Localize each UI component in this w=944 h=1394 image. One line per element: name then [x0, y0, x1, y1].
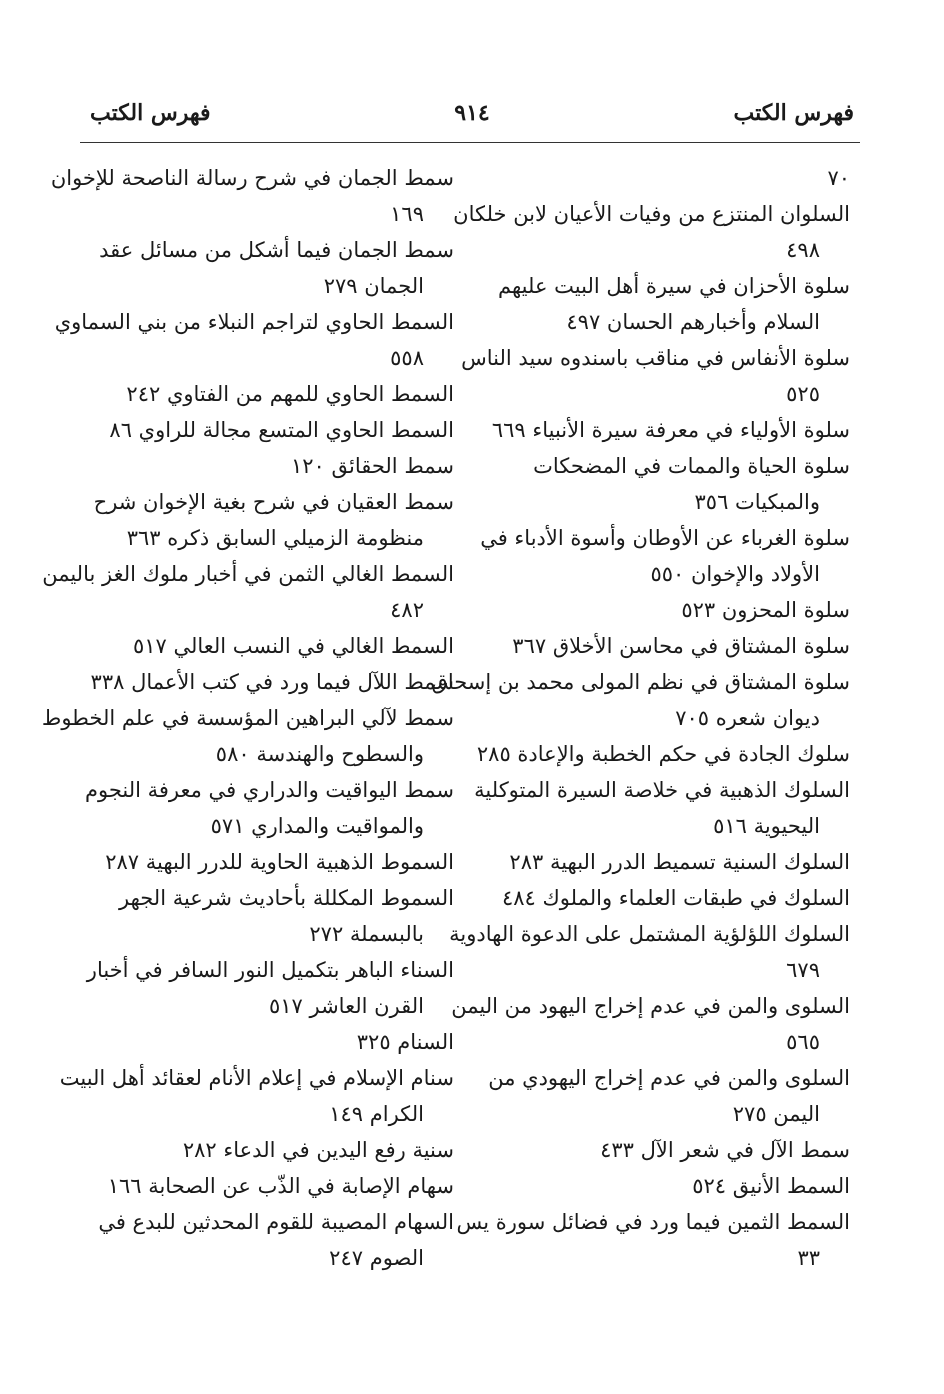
index-entry	[480, 160, 850, 196]
entry-continuation: ٥٦٥	[786, 1030, 820, 1054]
entry-title: سمط لآلي البراهين المؤسسة في علم الخطوط	[41, 706, 454, 730]
entry-title: السمط الغالي الثمن في أخبار ملوك الغز باليمن	[42, 562, 454, 586]
running-title-right: فهرس الكتب	[733, 100, 854, 126]
entry-continuation: ٤٨٢	[390, 598, 424, 622]
index-entry	[82, 952, 454, 1024]
entry-title: السنام ٣٢٥	[356, 1030, 454, 1054]
entry-title: سلوة الأحزان في سيرة أهل البيت عليهم	[498, 274, 850, 298]
index-entry	[480, 592, 850, 628]
entry-continuation: ٥٥٨	[390, 346, 424, 370]
entry-title: السلوك الذهبية في خلاصة السيرة المتوكلية	[474, 778, 850, 802]
entry-title: السمط الحاوي لتراجم النبلاء من بني السماوي	[54, 310, 454, 334]
index-entry	[480, 1060, 850, 1132]
index-entry	[449, 916, 850, 988]
index-entry	[480, 628, 850, 664]
entry-continuation: الكرام ١٤٩	[329, 1102, 424, 1126]
entry-title: السمط الغالي في النسب العالي ٥١٧	[132, 634, 454, 658]
index-entry	[480, 1168, 850, 1204]
index-entry	[54, 304, 454, 376]
index-entry	[480, 844, 850, 880]
entry-title: سهام الإصابة في الذّب عن الصحابة ١٦٦	[107, 1174, 454, 1198]
entry-title: ٧٠	[827, 166, 850, 190]
index-entry	[59, 1060, 454, 1132]
index-entry	[480, 268, 850, 340]
index-entry	[456, 1204, 850, 1276]
left-column	[41, 160, 454, 1276]
page-header	[0, 100, 944, 140]
index-entry	[461, 340, 850, 412]
index-entry	[82, 448, 454, 484]
entry-continuation: القرن العاشر ٥١٧	[268, 994, 424, 1018]
entry-title: سمط العقيان في شرح بغية الإخوان شرح	[93, 490, 454, 514]
index-entry	[82, 880, 454, 952]
index-entry	[41, 700, 454, 772]
index-entry	[82, 1132, 454, 1168]
entry-title: السمط الحاوي للمهم من الفتاوي ٢٤٢	[126, 382, 454, 406]
header-rule	[80, 142, 860, 143]
entry-continuation: والمبكيات ٣٥٦	[694, 490, 820, 514]
entry-title: سمط الجمان في شرح رسالة الناصحة للإخوان	[50, 166, 454, 190]
index-entry	[82, 772, 454, 844]
index-entry	[480, 1132, 850, 1168]
entry-title: السموط الذهبية الحاوية للدرر البهية ٢٨٧	[105, 850, 454, 874]
running-title-left: فهرس الكتب	[90, 100, 211, 126]
entry-title: سلوة الغرباء عن الأوطان وأسوة الأدباء في	[480, 526, 850, 550]
entry-title: سمط الجمان فيما أشكل من مسائل عقد	[99, 238, 454, 262]
entry-title: سمط الحقائق ١٢٠	[290, 454, 454, 478]
entry-title: السناء الباهر بتكميل النور السافر في أخبار	[86, 958, 454, 982]
index-entry	[82, 844, 454, 880]
entry-title: سمط اليواقيت والدراري في معرفة النجوم	[84, 778, 454, 802]
entry-continuation: السلام وأخبارهم الحسان ٤٩٧	[566, 310, 820, 334]
entry-continuation: ديوان شعره ٧٠٥	[675, 706, 820, 730]
page-number: ٩١٤	[454, 100, 490, 126]
entry-title: سلوك الجادة في حكم الخطبة والإعادة ٢٨٥	[476, 742, 850, 766]
entry-continuation: ٣٣	[797, 1246, 820, 1270]
entry-title: السلوك السنية تسميط الدرر البهية ٢٨٣	[509, 850, 850, 874]
index-entry	[480, 520, 850, 592]
index-entry	[453, 196, 850, 268]
index-entry	[42, 556, 454, 628]
entry-continuation: والمواقيت والمداري ٥٧١	[210, 814, 424, 838]
entry-title: سلوة الأنفاس في مناقب باسندوه سيد الناس	[461, 346, 850, 370]
index-entry	[82, 1204, 454, 1276]
entry-title: السلوى والمن في عدم إخراج اليهود من اليمن	[451, 994, 850, 1018]
index-entry	[476, 736, 850, 772]
entry-title: السلوى والمن في عدم إخراج اليهودي من	[488, 1066, 850, 1090]
index-entry	[82, 376, 454, 412]
entry-continuation: الصوم ٢٤٧	[329, 1246, 424, 1270]
entry-title: سلوة المشتاق في محاسن الأخلاق ٣٦٧	[512, 634, 850, 658]
index-entry	[82, 232, 454, 304]
entry-continuation: الأولاد والإخوان ٥٥٠	[650, 562, 820, 586]
index-entry	[50, 160, 454, 232]
entry-title: السهام المصيبة للقوم المحدثين للبدع في	[98, 1210, 454, 1234]
entry-title: السلوك في طبقات العلماء والملوك ٤٨٤	[501, 886, 850, 910]
index-entry	[431, 664, 850, 736]
index-entry	[480, 412, 850, 448]
entry-title: السمط الأنيق ٥٢٤	[692, 1174, 850, 1198]
entry-title: سلوة المحزون ٥٢٣	[681, 598, 850, 622]
index-entry	[480, 880, 850, 916]
entry-continuation: بالبسملة ٢٧٢	[309, 922, 424, 946]
entry-continuation: ٦٧٩	[786, 958, 820, 982]
index-entry	[474, 772, 850, 844]
entry-continuation: ٤٩٨	[786, 238, 820, 262]
entry-title: سلوة الأولياء في معرفة سيرة الأنبياء ٦٦٩	[491, 418, 850, 442]
entry-title: سنام الإسلام في إعلام الأنام لعقائد أهل البيت	[59, 1066, 454, 1090]
entry-title: سمط اللآل فيما ورد في كتب الأعمال ٣٣٨	[90, 670, 454, 694]
entry-title: السمط الحاوي المتسع مجالة للراوي ٨٦	[109, 418, 454, 442]
entry-title: السلوان المنتزع من وفيات الأعيان لابن خلكان	[453, 202, 850, 226]
index-entry	[82, 1168, 454, 1204]
index-entry	[82, 628, 454, 664]
index-entry	[451, 988, 850, 1060]
entry-title: سنية رفع اليدين في الدعاء ٢٨٢	[182, 1138, 454, 1162]
index-entry	[82, 484, 454, 556]
entry-title: سمط الآل في شعر الآل ٤٣٣	[600, 1138, 850, 1162]
entry-title: السلوك اللؤلؤية المشتمل على الدعوة الهادوية	[449, 922, 850, 946]
entry-continuation: ٥٢٥	[786, 382, 820, 406]
entry-title: سلوة المشتاق في نظم المولى محمد بن إسحاق	[431, 670, 850, 694]
right-column	[431, 160, 850, 1276]
entry-continuation: ١٦٩	[390, 202, 424, 226]
entry-title: السموط المكللة بأحاديث شرعية الجهر	[118, 886, 454, 910]
index-entry	[82, 1024, 454, 1060]
index-entry	[480, 448, 850, 520]
entry-continuation: والسطوح والهندسة ٥٨٠	[215, 742, 424, 766]
entry-continuation: منظومة الزميلي السابق ذكره ٣٦٣	[126, 526, 424, 550]
entry-continuation: اليمن ٢٧٥	[732, 1102, 820, 1126]
entry-continuation: الجمان ٢٧٩	[323, 274, 424, 298]
entry-title: سلوة الحياة والممات في المضحكات	[533, 454, 850, 478]
entry-title: السمط الثمين فيما ورد في فضائل سورة يس	[456, 1210, 850, 1234]
index-entry	[82, 412, 454, 448]
index-entry	[82, 664, 454, 700]
entry-continuation: اليحيوية ٥١٦	[713, 814, 820, 838]
